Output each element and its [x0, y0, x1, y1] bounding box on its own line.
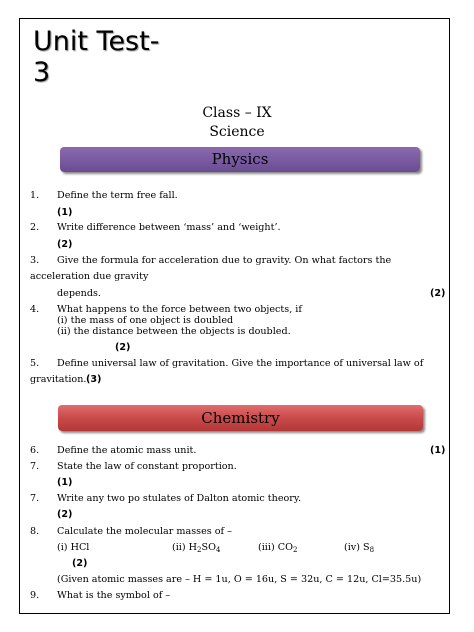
- question-marks: (3): [86, 374, 102, 385]
- option-h2so4: (ii) $H_2SO_4$: [172, 542, 221, 554]
- page-title: [33, 26, 233, 88]
- question-text: State the law of constant proportion.: [57, 461, 237, 472]
- question-text: Define the atomic mass unit.: [57, 445, 197, 456]
- question-text-continued: depends.: [57, 288, 101, 299]
- option-co2: (iii) $CO_2$: [258, 542, 298, 554]
- question-marks: (2): [57, 509, 73, 520]
- question-text: Give the formula for acceleration due to gravity. On what factors the: [57, 255, 392, 266]
- option-hcl: (i) HCl: [57, 542, 90, 553]
- question-marks: (2): [430, 288, 446, 299]
- question-text: What happens to the force between two objects, if: [57, 304, 302, 315]
- question-text: Define universal law of gravitation. Give the importance of universal law of: [57, 358, 424, 369]
- class-label: Class – IX: [202, 105, 272, 121]
- question-number: 9.: [30, 590, 40, 601]
- question-number: 7.: [30, 461, 40, 472]
- question-marks: (2): [115, 342, 131, 353]
- question-text-continued: acceleration due gravity: [30, 271, 149, 282]
- title-line-2: 3: [33, 57, 51, 88]
- chemistry-section-banner: Chemistry: [58, 405, 423, 431]
- question-marks: (1): [57, 477, 73, 488]
- question-text: Write any two po stulates of Dalton atomic theory.: [57, 493, 302, 504]
- question-number: 6.: [30, 445, 40, 456]
- question-number: 5.: [30, 358, 40, 369]
- question-text: Write difference between ‘mass’ and ‘weight’.: [57, 222, 281, 233]
- question-marks: (2): [57, 239, 73, 250]
- question-number: 3.: [30, 255, 40, 266]
- physics-section-banner: Physics: [60, 147, 420, 172]
- question-text: Define the term free fall.: [57, 190, 178, 201]
- question-number: 2.: [30, 222, 40, 233]
- question-text-continued: gravitation.: [30, 374, 87, 385]
- question-text: What is the symbol of –: [57, 590, 171, 601]
- question-number: 7.: [30, 493, 40, 504]
- question-marks: (2): [72, 558, 88, 569]
- question-subpart: (i) the mass of one object is doubled: [57, 315, 234, 326]
- question-number: 1.: [30, 190, 40, 201]
- question-subpart: (ii) the distance between the objects is doubled.: [57, 326, 291, 337]
- question-number: 8.: [30, 526, 40, 537]
- title-line-1: Unit Test-: [33, 26, 160, 57]
- question-number: 4.: [30, 304, 40, 315]
- atomic-masses-note: (Given atomic masses are – H = 1u, O = 16u, S = 32u, C = 12u, Cl=35.5u): [57, 574, 422, 585]
- question-marks: (1): [57, 207, 73, 218]
- question-marks: (1): [430, 445, 446, 456]
- question-text: Calculate the molecular masses of –: [57, 526, 232, 537]
- option-s8: (iv) $S_8$: [344, 542, 375, 554]
- subject-label: Science: [209, 124, 265, 140]
